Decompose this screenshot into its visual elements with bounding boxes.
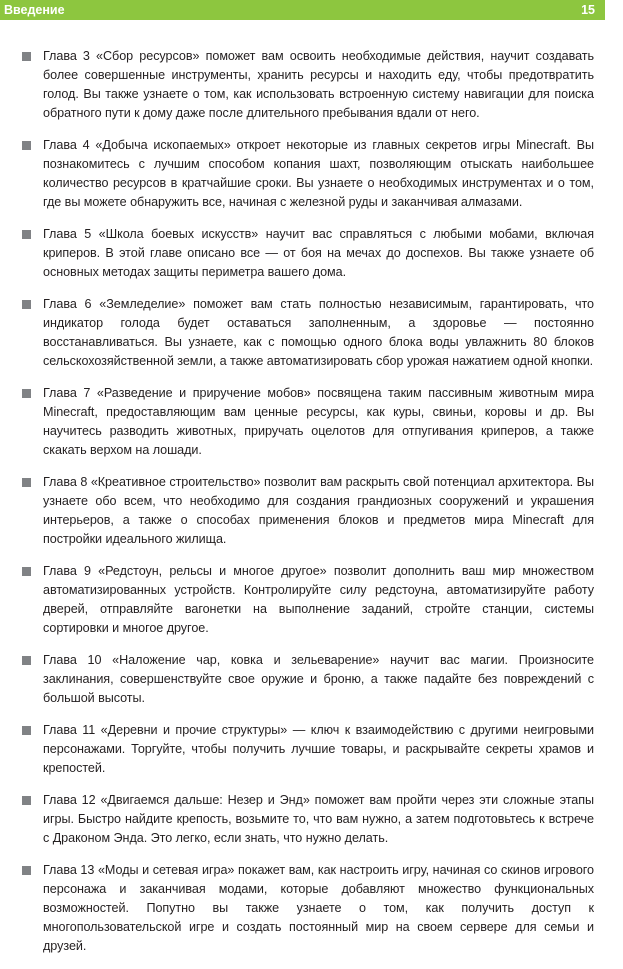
chapter-description: Глава 8 «Креативное строительство» позволит вам раскрыть свой потенциал архитектора. Вы узнаете обо всем, что необходимо для создания грандиозных сооружений и украшения интерьеров, а также о способах применения блоков и предметов мира Minecraft для постройки идеального жилища. (43, 475, 594, 546)
list-item-chapter-7 (22, 384, 594, 460)
square-bullet-icon (22, 866, 31, 875)
square-bullet-icon (22, 389, 31, 398)
chapter-description: Глава 3 «Сбор ресурсов» поможет вам освоить необходимые действия, научит создавать более совершенные инструменты, хранить ресурсы и находить еду, чтобы предотвратить голод. Вы также узнаете о том, как использовать встроенную систему навигации для поиска обратного пути к дому даже после длительного пребывания вдали от него. (43, 49, 594, 120)
list-item-chapter-13 (22, 861, 594, 956)
list-item-chapter-6 (22, 295, 594, 371)
list-item-chapter-5 (22, 225, 594, 282)
square-bullet-icon (22, 300, 31, 309)
list-item-chapter-4 (22, 136, 594, 212)
square-bullet-icon (22, 726, 31, 735)
list-item-chapter-8 (22, 473, 594, 549)
square-bullet-icon (22, 567, 31, 576)
chapter-description: Глава 9 «Редстоун, рельсы и многое другое» позволит дополнить ваш мир множеством автоматизированных устройств. Контролируйте силу редстоуна, автоматизируйте работу дверей, отправляйте вагонетки на выполнение заданий, стройте станции, системы сортировки и многое другое. (43, 564, 594, 635)
chapter-description: Глава 13 «Моды и сетевая игра» покажет вам, как настроить игру, начиная со скинов игрового персонажа и заканчивая модами, которые добавляют множество функциональных возможностей. Попутно вы также узнаете о том, как получить доступ к многопользовательской игре и создать постоянный мир на своем сервере для семьи и друзей. (43, 863, 594, 953)
chapter-summary-list (22, 47, 594, 969)
square-bullet-icon (22, 796, 31, 805)
chapter-description: Глава 4 «Добыча ископаемых» откроет некоторые из главных секретов игры Minecraft. Вы познакомитесь с лучшим способом копания шахт, позволяющим отыскать наибольшее количество ресурсов в кратчайшие сроки. Вы узнаете о необходимых инструментах и о том, где вы можете обнаружить все, начиная с железной руды и заканчивая алмазами. (43, 138, 594, 209)
chapter-description: Глава 12 «Двигаемся дальше: Незер и Энд» поможет вам пройти через эти сложные этапы игры. Быстро найдите крепость, возьмите то, что вам нужно, а затем подготовьтесь к встрече с Драконом Энда. Это легко, если знать, что нужно делать. (43, 793, 594, 845)
list-item-chapter-3 (22, 47, 594, 123)
list-item-chapter-12 (22, 791, 594, 848)
chapter-description: Глава 7 «Разведение и приручение мобов» посвящена таким пассивным животным мира Minecraft, предоставляющим вам ценные ресурсы, как куры, свиньи, коровы и др. Вы научитесь разводить животных, приручать оцелотов для отпугивания криперов, а также скакать верхом на лошади. (43, 386, 594, 457)
chapter-description: Глава 10 «Наложение чар, ковка и зельеварение» научит вас магии. Произносите заклинания, совершенствуйте свое оружие и броню, а также падайте без повреждений с большой высоты. (43, 653, 594, 705)
chapter-description: Глава 11 «Деревни и прочие структуры» — ключ к взаимодействию с другими неигровыми персонажами. Торгуйте, чтобы получить лучшие товары, и раскрывайте секреты храмов и крепостей. (43, 723, 594, 775)
running-header (0, 0, 605, 20)
square-bullet-icon (22, 656, 31, 665)
square-bullet-icon (22, 141, 31, 150)
square-bullet-icon (22, 52, 31, 61)
chapter-description: Глава 5 «Школа боевых искусств» научит вас справляться с любыми мобами, включая криперов. В этой главе описано все — от боя на мечах до доспехов. Вы также узнаете об основных методах защиты периметра вашего дома. (43, 227, 594, 279)
chapter-description: Глава 6 «Земледелие» поможет вам стать полностью независимым, гарантировать, что индикатор голода будет оставаться заполненным, а здоровье — постоянно восстанавливаться. Вы узнаете, как с помощью одного блока воды увлажнить 80 блоков сельскохозяйственной земли, а также автоматизировать сбор урожая нажатием одной кнопки. (43, 297, 594, 368)
page-number: 15 (581, 3, 595, 17)
list-item-chapter-9 (22, 562, 594, 638)
square-bullet-icon (22, 478, 31, 487)
list-item-chapter-10 (22, 651, 594, 708)
square-bullet-icon (22, 230, 31, 239)
section-title: Введение (4, 3, 65, 17)
list-item-chapter-11 (22, 721, 594, 778)
